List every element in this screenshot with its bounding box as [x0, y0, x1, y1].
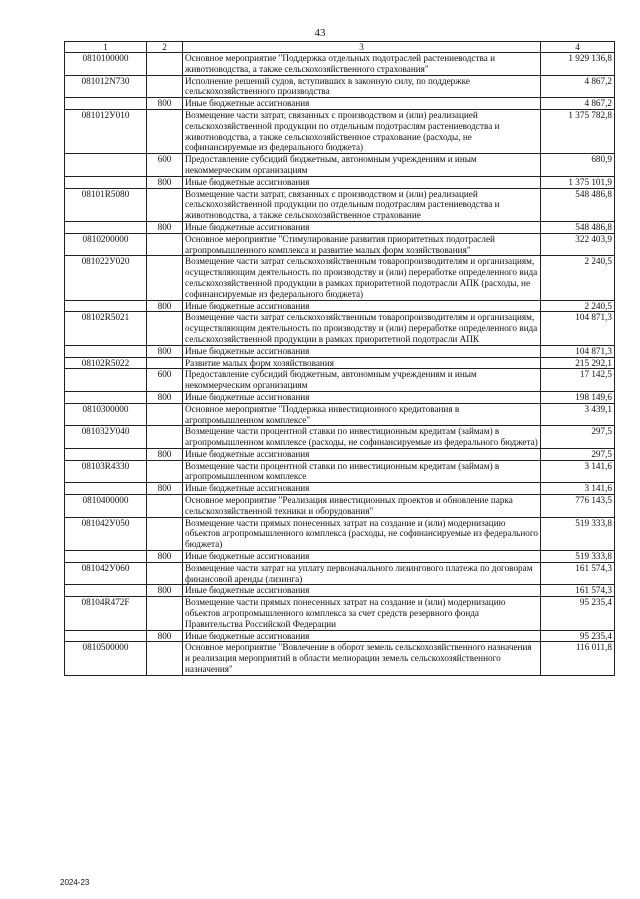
cell-expense-type: 800 [147, 585, 183, 597]
cell-name: Исполнение решений судов, вступивших в законную силу, по поддержке сельскохозяйственного производства [183, 75, 541, 98]
cell-expense-type: 800 [147, 483, 183, 495]
table-row [65, 345, 615, 357]
cell-code: 081012N730 [65, 75, 147, 98]
cell-code [65, 585, 147, 597]
cell-name: Возмещение части затрат сельскохозяйственным товаропроизводителям и организациям, осуществляющим деятельность по производству и (или) переработке определенного вида сельскохозяйственной продукции в рамках приоритетной подотрасли АПК [183, 312, 541, 345]
cell-code: 081032У040 [65, 426, 147, 449]
cell-expense-type: 800 [147, 98, 183, 110]
cell-code: 081012У010 [65, 109, 147, 153]
cell-code [65, 391, 147, 403]
table-row [65, 426, 615, 449]
cell-expense-type [147, 53, 183, 76]
cell-name: Основное мероприятие "Реализация инвестиционных проектов и обновление парка сельскохозяйственной техники и оборудования" [183, 495, 541, 518]
cell-name: Иные бюджетные ассигнования [183, 345, 541, 357]
cell-name: Возмещение части затрат на уплату первоначального лизингового платежа по договорам финансовой аренды (лизинга) [183, 562, 541, 585]
table-row [65, 460, 615, 483]
cell-expense-type [147, 312, 183, 345]
cell-code [65, 448, 147, 460]
footer-code: 2024-23 [60, 878, 90, 887]
table-row [65, 517, 615, 550]
cell-expense-type [147, 517, 183, 550]
table-row [65, 448, 615, 460]
cell-code [65, 98, 147, 110]
cell-name: Возмещение части процентной ставки по инвестиционным кредитам (займам) в агропромышленном комплексе (расходы, не софинансируемые из федерального бюджета) [183, 426, 541, 449]
cell-name: Иные бюджетные ассигнования [183, 630, 541, 642]
cell-code: 081022У020 [65, 256, 147, 300]
cell-name: Возмещение части затрат сельскохозяйственным товаропроизводителям и организациям, осуществляющим деятельность по производству и (или) переработке определенного вида сельскохозяйственной продукции в рамках приоритетной подотрасли АПК (расходы, не софинансируемые из федерального бюджета) [183, 256, 541, 300]
table-body [65, 53, 615, 676]
cell-code [65, 345, 147, 357]
cell-code [65, 369, 147, 392]
table-row [65, 75, 615, 98]
cell-expense-type [147, 562, 183, 585]
table-row [65, 391, 615, 403]
cell-name: Иные бюджетные ассигнования [183, 483, 541, 495]
cell-expense-type [147, 75, 183, 98]
cell-code: 081042У060 [65, 562, 147, 585]
cell-amount: 3 141,6 [541, 460, 615, 483]
cell-name: Иные бюджетные ассигнования [183, 98, 541, 110]
cell-code: 0810400000 [65, 495, 147, 518]
cell-name: Основное мероприятие "Поддержка инвестиционного кредитования в агропромышленном комплексе" [183, 403, 541, 426]
cell-name: Развитие малых форм хозяйствования [183, 357, 541, 369]
cell-expense-type [147, 597, 183, 630]
cell-name: Иные бюджетные ассигнования [183, 300, 541, 312]
cell-name: Предоставление субсидий бюджетным, автономным учреждениям и иным некоммерческим организациям [183, 369, 541, 392]
cell-expense-type: 800 [147, 391, 183, 403]
table-row [65, 642, 615, 675]
cell-name: Иные бюджетные ассигнования [183, 551, 541, 563]
cell-code [65, 630, 147, 642]
table-row [65, 176, 615, 188]
cell-amount: 104 871,3 [541, 345, 615, 357]
table-row [65, 312, 615, 345]
cell-amount: 776 143,5 [541, 495, 615, 518]
cell-amount: 297,5 [541, 426, 615, 449]
cell-name: Возмещение части прямых понесенных затрат на создание и (или) модернизацию объектов агропромышленного комплекса (расходы, не софинансируемые из федерального бюджета) [183, 517, 541, 550]
table-row [65, 256, 615, 300]
cell-code: 0810500000 [65, 642, 147, 675]
cell-name: Возмещение части процентной ставки по инвестиционным кредитам (займам) в агропромышленном комплексе [183, 460, 541, 483]
table-row [65, 551, 615, 563]
cell-amount: 2 240,5 [541, 256, 615, 300]
cell-amount: 322 403,9 [541, 233, 615, 256]
cell-code [65, 551, 147, 563]
cell-expense-type: 800 [147, 176, 183, 188]
table-row [65, 403, 615, 426]
cell-amount: 2 240,5 [541, 300, 615, 312]
table-row [65, 585, 615, 597]
cell-name: Иные бюджетные ассигнования [183, 585, 541, 597]
cell-amount: 1 375 782,8 [541, 109, 615, 153]
cell-name: Иные бюджетные ассигнования [183, 221, 541, 233]
cell-amount: 215 292,1 [541, 357, 615, 369]
cell-name: Иные бюджетные ассигнования [183, 391, 541, 403]
cell-expense-type [147, 357, 183, 369]
cell-amount: 198 149,6 [541, 391, 615, 403]
cell-code: 08103R4330 [65, 460, 147, 483]
table-row [65, 630, 615, 642]
table-row [65, 53, 615, 76]
cell-amount: 95 235,4 [541, 630, 615, 642]
cell-name: Возмещение части прямых понесенных затрат на создание и (или) модернизацию объектов агропромышленного комплекса за счет средств резервного фонда Правительства Российской Федерации [183, 597, 541, 630]
cell-code: 08102R5021 [65, 312, 147, 345]
cell-amount: 548 486,8 [541, 188, 615, 221]
cell-code [65, 300, 147, 312]
cell-name: Основное мероприятие "Вовлечение в оборот земель сельскохозяйственного назначения и реализация мероприятий в области мелиорации земель сельскохозяйственного назначения" [183, 642, 541, 675]
cell-name: Возмещение части затрат, связанных с производством и (или) реализацией сельскохозяйственной продукции по отдельным подотраслям растениеводства и животноводства, а также сельскохозяйственное страхование (расходы, не софинансируемые из федерального бюджета) [183, 109, 541, 153]
cell-amount: 4 867,2 [541, 98, 615, 110]
cell-expense-type: 600 [147, 154, 183, 177]
cell-amount: 1 375 101,9 [541, 176, 615, 188]
table-row [65, 495, 615, 518]
cell-amount: 297,5 [541, 448, 615, 460]
table-row [65, 357, 615, 369]
cell-expense-type [147, 642, 183, 675]
table-row [65, 562, 615, 585]
table-row [65, 233, 615, 256]
cell-amount: 4 867,2 [541, 75, 615, 98]
cell-expense-type: 600 [147, 369, 183, 392]
cell-amount: 548 486,8 [541, 221, 615, 233]
table-row [65, 483, 615, 495]
cell-code: 08101R5080 [65, 188, 147, 221]
cell-code [65, 221, 147, 233]
cell-amount: 519 333,8 [541, 551, 615, 563]
cell-expense-type [147, 188, 183, 221]
table-row [65, 154, 615, 177]
cell-expense-type [147, 426, 183, 449]
cell-name: Основное мероприятие "Стимулирование развития приоритетных подотраслей агропромышленного комплекса и развитие малых форм хозяйствования" [183, 233, 541, 256]
cell-expense-type [147, 403, 183, 426]
column-header-name: 3 [183, 42, 541, 53]
cell-expense-type [147, 109, 183, 153]
cell-expense-type: 800 [147, 345, 183, 357]
cell-code: 0810300000 [65, 403, 147, 426]
cell-amount: 104 871,3 [541, 312, 615, 345]
cell-amount: 680,9 [541, 154, 615, 177]
budget-table [64, 41, 615, 676]
cell-code [65, 154, 147, 177]
table-row [65, 597, 615, 630]
cell-expense-type: 800 [147, 448, 183, 460]
cell-amount: 519 333,8 [541, 517, 615, 550]
cell-name: Возмещение части затрат, связанных с производством и (или) реализацией сельскохозяйственной продукции по отдельным подотраслям растениеводства и животноводства, а также сельскохозяйственное страхование [183, 188, 541, 221]
cell-name: Иные бюджетные ассигнования [183, 176, 541, 188]
cell-code: 08104R472F [65, 597, 147, 630]
cell-code: 0810200000 [65, 233, 147, 256]
cell-expense-type: 800 [147, 300, 183, 312]
cell-code: 081042У050 [65, 517, 147, 550]
cell-amount: 161 574,3 [541, 562, 615, 585]
cell-expense-type: 800 [147, 630, 183, 642]
cell-name: Предоставление субсидий бюджетным, автономным учреждениям и иным некоммерческим организациям [183, 154, 541, 177]
cell-amount: 3 439,1 [541, 403, 615, 426]
cell-amount: 17 142,5 [541, 369, 615, 392]
cell-expense-type: 800 [147, 551, 183, 563]
cell-amount: 95 235,4 [541, 597, 615, 630]
cell-expense-type [147, 495, 183, 518]
table-row [65, 98, 615, 110]
table-row [65, 369, 615, 392]
cell-amount: 116 011,8 [541, 642, 615, 675]
table-row [65, 300, 615, 312]
cell-expense-type [147, 460, 183, 483]
column-header-code: 1 [65, 42, 147, 53]
cell-amount: 3 141,6 [541, 483, 615, 495]
table-row [65, 188, 615, 221]
cell-code: 08102R5022 [65, 357, 147, 369]
cell-expense-type [147, 256, 183, 300]
column-header-amount: 4 [541, 42, 615, 53]
column-header-expense-type: 2 [147, 42, 183, 53]
cell-amount: 161 574,3 [541, 585, 615, 597]
cell-code [65, 483, 147, 495]
page-number: 43 [314, 27, 326, 39]
cell-code [65, 176, 147, 188]
cell-amount: 1 929 136,8 [541, 53, 615, 76]
table-row [65, 221, 615, 233]
table-header-row [65, 42, 615, 53]
cell-expense-type [147, 233, 183, 256]
cell-expense-type: 800 [147, 221, 183, 233]
table-row [65, 109, 615, 153]
cell-name: Основное мероприятие "Поддержка отдельных подотраслей растениеводства и животноводства, а также сельскохозяйственного страхования" [183, 53, 541, 76]
cell-code: 0810100000 [65, 53, 147, 76]
cell-name: Иные бюджетные ассигнования [183, 448, 541, 460]
